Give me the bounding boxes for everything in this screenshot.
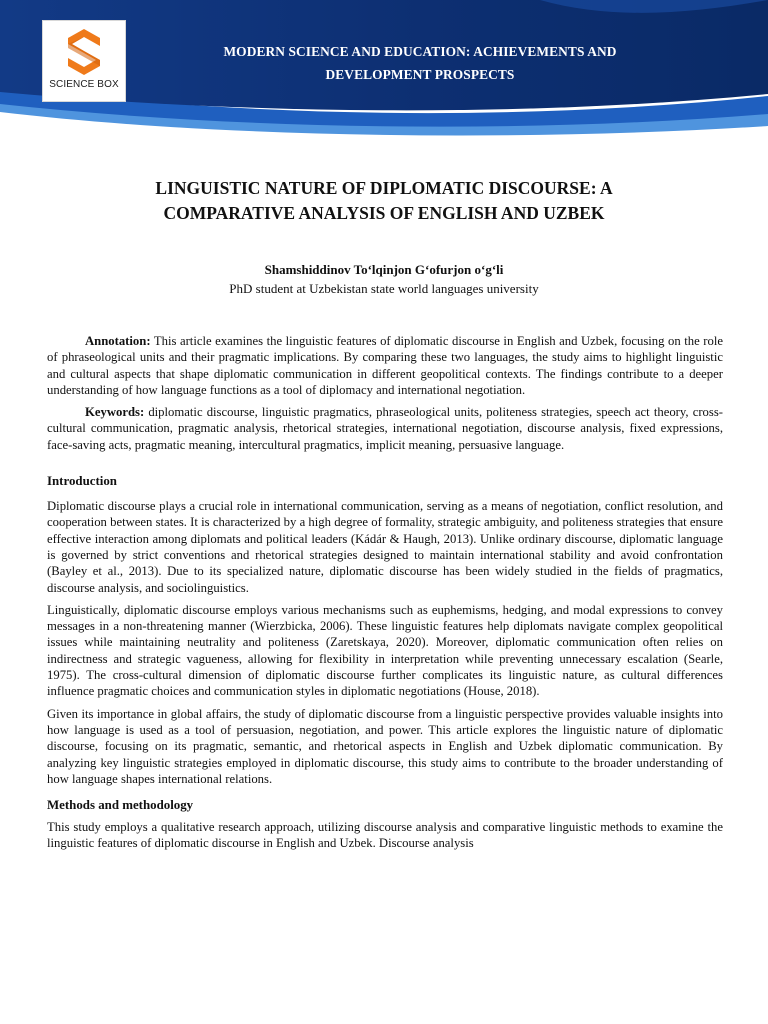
journal-title-line1: MODERN SCIENCE AND EDUCATION: ACHIEVEMENTS AND [223, 44, 617, 59]
methods-heading: Methods and methodology [47, 798, 194, 813]
introduction-paragraph-1: Diplomatic discourse plays a crucial role in international communication, serving as a means of negotiation, conflict resolution, and cooperation between states. It is characterized by a high degree of formality, strategic ambiguity, and politeness strategies that ensure effective interaction among diplomats and political leaders (Kádár & Haugh, 2013). Unlike ordinary discourse, diplomatic language is governed by strict conventions and rhetorical strategies designed to maintain international stability and avoid confrontation (Bayley et al., 2013). Due to its specialized nature, diplomatic discourse has been widely studied in the fields of pragmatics, discourse analysis, and sociolinguistics. [47, 499, 723, 595]
introduction-paragraph-3: Given its importance in global affairs, the study of diplomatic discourse from a linguistic perspective provides valuable insights into how language is used as a tool of persuasion, negotiation, and power. This article explores the linguistic nature of diplomatic discourse, focusing on its pragmatic, semantic, and rhetorical aspects in English and Uzbek diplomatic communication. By analyzing key linguistic strategies employed in diplomatic discourse, this study aims to contribute to the broader understanding of how language shapes international relations. [47, 706, 723, 786]
header-banner [0, 0, 768, 140]
annotation-paragraph [47, 333, 723, 398]
annotation-text: This article examines the linguistic features of diplomatic discourse in English and Uzbek, focusing on the role of phraseological units and their pragmatic implications. By comparing these two languages, the study aims to highlight linguistic and cultural aspects that shape diplomatic communication in different geopolitical contexts. The findings contribute to a deeper understanding of how language functions as a tool of diplomacy and international negotiation. [47, 334, 723, 397]
introduction-heading: Introduction [47, 474, 117, 489]
journal-title-line2: DEVELOPMENT PROSPECTS [325, 67, 515, 82]
article-title [60, 176, 708, 226]
science-box-logo [42, 20, 126, 102]
author-affiliation: PhD student at Uzbekistan state world languages university [229, 281, 539, 296]
keywords-text: diplomatic discourse, linguistic pragmatics, phraseological units, politeness strategies, speech act theory, cross-cultural communication, pragmatic analysis, rhetorical strategies, international negotiation, discourse analysis, fixed expressions, face-saving acts, pragmatic meaning, intercultural pragmatics, implicit meaning, persuasive language. [47, 405, 723, 452]
methods-paragraph-1: This study employs a qualitative research approach, utilizing discourse analysis and comparative linguistic methods to examine the linguistic features of diplomatic discourse in English and Uzbek. Discourse analysis [47, 820, 723, 851]
author-name: Shamshiddinov To‘lqinjon G‘ofurjon o‘g‘li [264, 262, 504, 277]
keywords-label: Keywords: [85, 405, 145, 420]
keywords-paragraph [47, 404, 723, 453]
journal-title [160, 40, 680, 86]
logo-label: SCIENCE BOX [49, 79, 119, 90]
article-title-line2: COMPARATIVE ANALYSIS OF ENGLISH AND UZBEK [163, 203, 605, 223]
science-box-logo-icon [65, 27, 103, 77]
introduction-paragraph-2: Linguistically, diplomatic discourse employs various mechanisms such as euphemisms, hedging, and modal expressions to convey messages in a non-threatening manner (Wierzbicka, 2006). These linguistic features help diplomats navigate complex geopolitical issues while maintaining neutrality and politeness (Zaretskaya, 2020). Moreover, diplomatic communication often relies on indirectness and strategic vagueness, allowing for flexibility in interpretation while preventing unnecessary escalation (Searle, 1975). The cross-cultural dimension of diplomatic discourse further complicates its linguistic nature, as cultural differences influence pragmatic choices and communication styles in diplomatic negotiations (House, 2018). [47, 602, 723, 699]
article-title-line1: LINGUISTIC NATURE OF DIPLOMATIC DISCOURSE: A [155, 178, 613, 198]
article-body [47, 333, 723, 858]
annotation-label: Annotation: [85, 334, 151, 348]
